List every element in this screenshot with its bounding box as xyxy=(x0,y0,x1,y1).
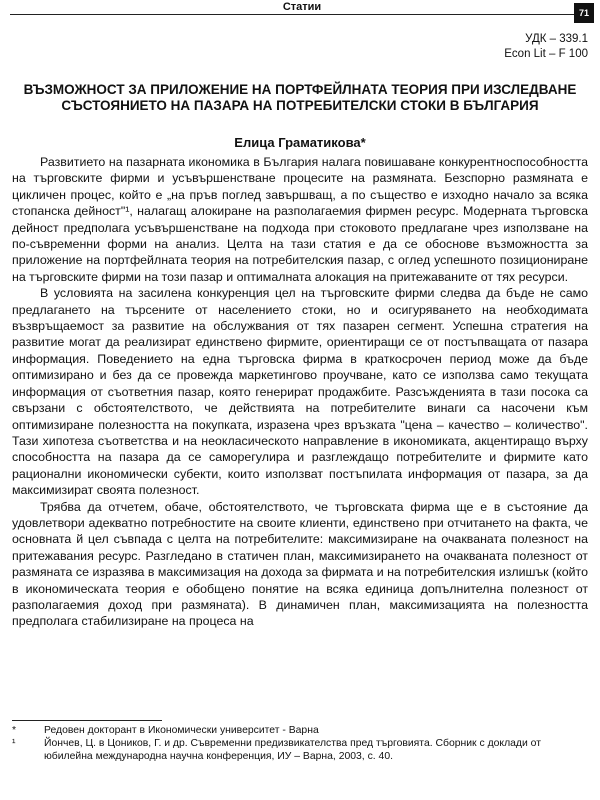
page-number: 71 xyxy=(574,3,594,23)
author-name: Елица Граматикова* xyxy=(234,135,366,150)
running-header xyxy=(10,0,594,16)
econlit-code: Econ Lit – F 100 xyxy=(504,48,588,60)
footnote-text: Редовен докторант в Икономически университет - Варна xyxy=(44,725,319,736)
paragraph: Трябва да отчетем, обаче, обстоятелството, че търговската фирма ще е в състояние да удовлетвори адекватно потребностите на своите клиенти, единствено при отчитането на факта, че основната й цел съвпада с целта на потребителите: максимизиране на очакваната полезност на притежавания ресурс. Разгледано в статичен план, максимизирането на очакваната полезност от размяната се изразява в максимизация на дохода за фирмата и на потребителския излишък (който в икономическата теория е обобщено понятие на всяка единица допълнителна полезност от разполагаемия доход при размяната). В динамичен план, максимизацията на полезността предполага стабилизиране на процеса на xyxy=(12,499,588,629)
article-body xyxy=(12,154,588,630)
paragraph: Развитието на пазарната икономика в България налага повишаване конкурентноспособността на търговските фирми и усъвършенстване процесите на размяната. Безспорно размяната е цикличен процес, който е „на пръв поглед завършващ, а по същество е изходно начало за всяка стопанска дейност"¹, налагащ алокиране на разполагаемия фирмен ресурс. Модерната търговска дейност предполага усъвършенстване на подхода при стоковото предлагане чрез използване на по-съвременни форми на анализ. Целта на тази статия е да се обоснове възможността за приложение на портфейлната теория на потребителския пазар, с оглед успешното позициониране на търговските фирми на този пазар и оптималната алокация на притежаваните от тях ресурси. xyxy=(12,155,588,284)
footnote-mark: ¹ xyxy=(12,738,16,749)
footnote-rule xyxy=(12,720,162,721)
footnotes xyxy=(12,724,588,763)
article-title: ВЪЗМОЖНОСТ ЗА ПРИЛОЖЕНИЕ НА ПОРТФЕЙЛНАТА ТЕОРИЯ ПРИ ИЗСЛЕДВАНЕ СЪСТОЯНИЕТО НА ПАЗАРА НА ПОТРЕБИТЕЛСКИ СТОКИ В БЪЛГАРИЯ xyxy=(23,82,577,113)
classification-codes xyxy=(504,32,588,62)
footnote xyxy=(12,724,588,737)
footnote-mark: * xyxy=(12,725,17,736)
footnote xyxy=(12,737,588,763)
paragraph: В условията на засилена конкуренция цел на търговските фирми следва да бъде не само предлагането на търсените от населението стоки, но и осигуряването на необходимата възвръщаемост за развитие на обслужвания от тях пазарен сегмент. Успешна стратегия на развитие могат да реализират единствено фирмите, ориентиращи се от постъпващата от пазара информация. Поведението на една търговска фирма в краткосрочен период може да бъде оптимизирано и без да се провежда маркетингово проучване, като се използва само текущата информация от съответния пазар, която генерират продажбите. Разсъжденията в тази посока са свързани с обстоятелството, че действията на потребителите винаги са насочени към оптимизиране полезността на покупката, изразена чрез връзката "цена – качество – количество". Тази хипотеза съответства и на неокласическото направление в икономиката, акцентиращо върху способността на пазара да се саморегулира и разглеждащо потребителите и фирмите като рационални икономически субекти, които използват постъпилата информация от пазара, за да максимизират своята полезност. xyxy=(12,286,588,498)
header-rule xyxy=(10,14,594,15)
udk-code: УДК – 339.1 xyxy=(525,33,588,45)
section-name: Статии xyxy=(282,1,322,13)
footnote-text: Йончев, Ц. в Цоников, Г. и др. Съвременни предизвикателства пред търговията. Сборник с доклади от юбилейна международна научна конференция, ИУ – Варна, 2003, с. 40. xyxy=(44,738,541,762)
